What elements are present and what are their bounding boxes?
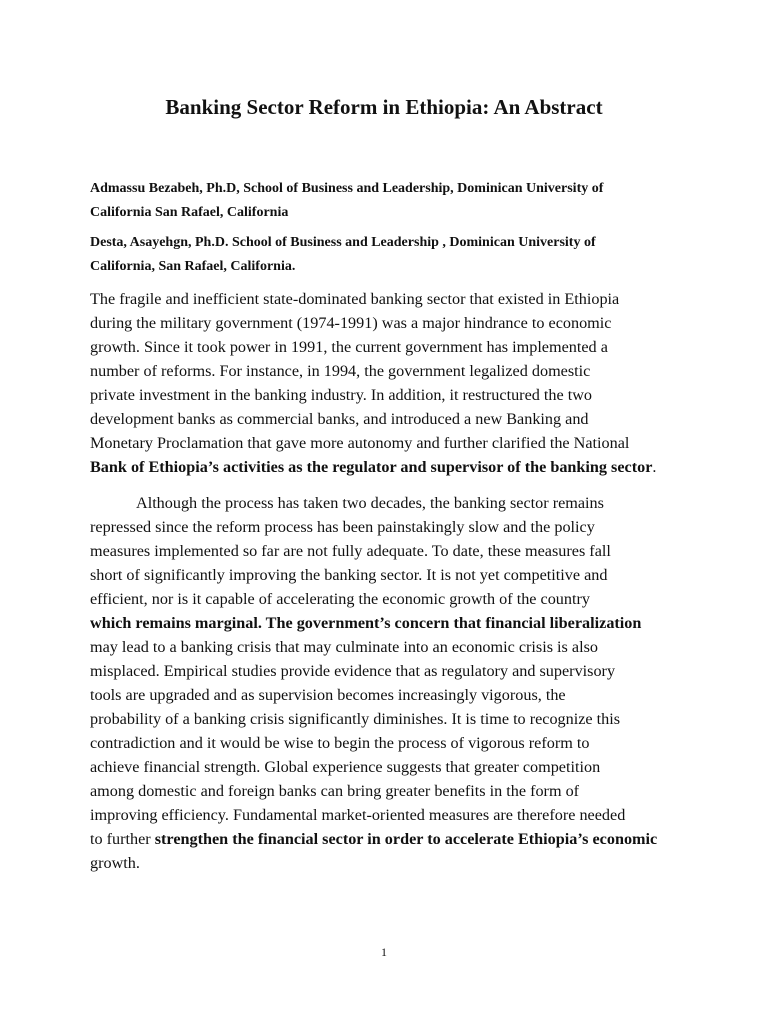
paragraph-line: contradiction and it would be wise to begin the process of vigorous reform to (90, 734, 590, 752)
paragraph-line: number of reforms. For instance, in 1994, the government legalized domestic (90, 362, 591, 380)
author-line: California San Rafael, California (90, 205, 289, 220)
plain-text: to further (90, 830, 155, 848)
page-number: 1 (381, 945, 387, 959)
paragraph-line: probability of a banking crisis significantly diminishes. It is time to recognize this (90, 710, 621, 728)
paragraph-line: growth. (90, 854, 140, 872)
paragraph-line: achieve financial strength. Global experience suggests that greater competition (90, 758, 601, 776)
paragraph-line: may lead to a banking crisis that may culminate into an economic crisis is also (90, 638, 598, 656)
author-affiliation-2 (90, 231, 690, 279)
paragraph-line: Monetary Proclamation that gave more autonomy and further clarified the National (90, 434, 630, 452)
bold-text: strengthen the financial sector in order to accelerate Ethiopia’s economic (154, 830, 658, 848)
paragraph-line: measures implemented so far are not fully adequate. To date, these measures fall (90, 542, 611, 560)
paragraph-line: private investment in the banking industry. In addition, it restructured the two (90, 386, 593, 404)
abstract-paragraph-1 (90, 287, 690, 479)
author-line: Desta, Asayehgn, Ph.D. School of Business and Leadership , Dominican University of (90, 235, 596, 250)
paragraph-line: misplaced. Empirical studies provide evidence that as regulatory and supervisory (90, 662, 616, 680)
paragraph-line: tools are upgraded and as supervision becomes increasingly vigorous, the (90, 686, 566, 704)
paragraph-line: The fragile and inefficient state-dominated banking sector that existed in Ethiopia (90, 290, 620, 308)
paragraph-line-bold (90, 455, 690, 479)
author-affiliation-1 (90, 177, 690, 225)
paragraph-line-mixed (90, 827, 690, 851)
abstract-paragraph-2 (90, 491, 690, 875)
author-line: California, San Rafael, California. (90, 259, 296, 274)
document-title: Banking Sector Reform in Ethiopia: An Abstract (165, 95, 603, 119)
paragraph-line: during the military government (1974-1991) was a major hindrance to economic (90, 314, 612, 332)
paragraph-line: among domestic and foreign banks can bring greater benefits in the form of (90, 782, 580, 800)
author-line: Admassu Bezabeh, Ph.D, School of Business and Leadership, Dominican University of (90, 181, 604, 196)
paragraph-line: efficient, nor is it capable of accelerating the economic growth of the country (90, 590, 590, 608)
paragraph-line: short of significantly improving the banking sector. It is not yet competitive and (90, 566, 608, 584)
paragraph-line: repressed since the reform process has been painstakingly slow and the policy (90, 518, 595, 536)
paragraph-line: Although the process has taken two decades, the banking sector remains (136, 494, 604, 512)
paragraph-line: development banks as commercial banks, and introduced a new Banking and (90, 410, 589, 428)
paragraph-line: growth. Since it took power in 1991, the current government has implemented a (90, 338, 608, 356)
paragraph-line-bold: which remains marginal. The government’s concern that financial liberalization (90, 614, 642, 632)
bold-text: Bank of Ethiopia’s activities as the regulator and supervisor of the banking sector (90, 458, 653, 476)
period-text: . (652, 458, 657, 476)
paragraph-line: improving efficiency. Fundamental market-oriented measures are therefore needed (90, 806, 626, 824)
